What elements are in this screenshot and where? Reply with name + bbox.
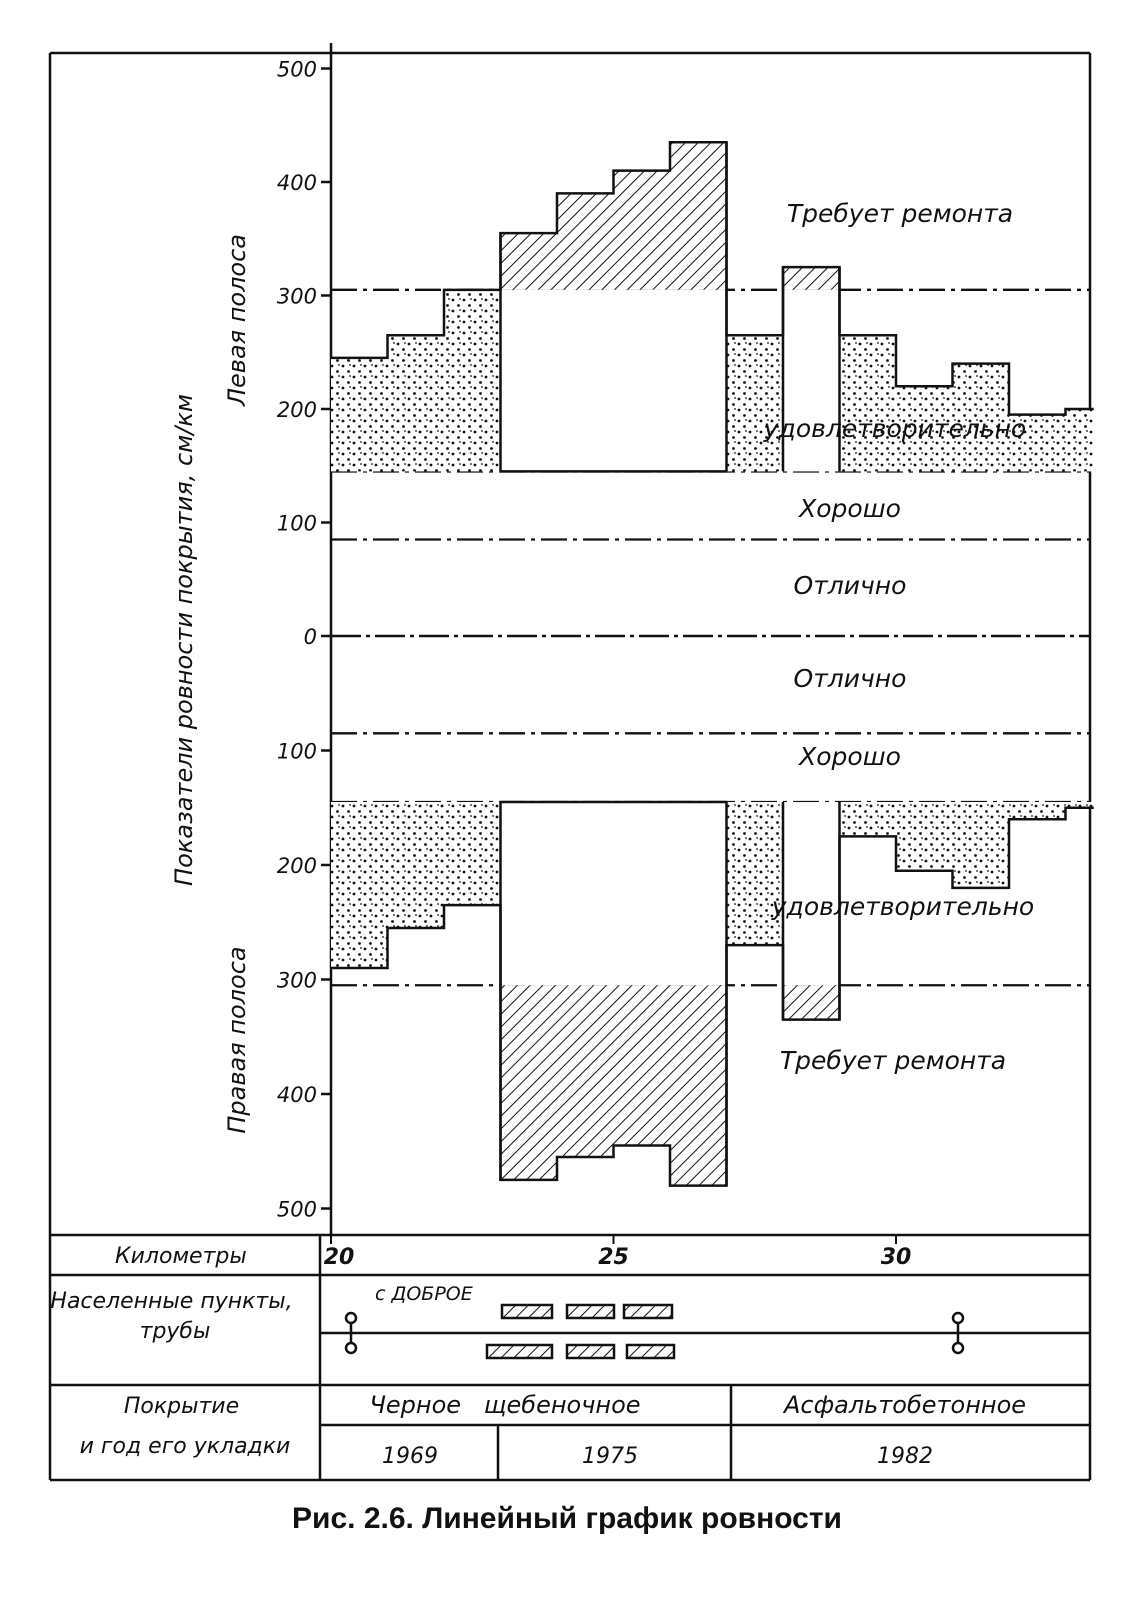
right-lane-bar-8-satisfactory: [727, 802, 784, 945]
settlement-buildings-icon: [487, 1305, 674, 1358]
right-lane-bar-4-satisfactory: [501, 802, 558, 985]
right-lane-bar-7: [670, 802, 727, 1186]
right-lane-bar-11-satisfactory: [896, 802, 953, 871]
x-tick-label-25: 25: [598, 1245, 629, 1270]
right-lane-bar-9-repair: [783, 985, 840, 1019]
y-tick-label-7: 200: [276, 854, 317, 878]
left-lane-bar-6-satisfactory: [614, 290, 671, 472]
zone-label-right-excellent: Отлично: [793, 664, 907, 693]
year-1975: 1975: [582, 1444, 638, 1469]
zone-label-left-satisfactory: удовлетворительно: [763, 414, 1027, 443]
zone-label-right-satisfactory: удовлетворительно: [771, 892, 1035, 921]
pavement-type-1: Черное щебеночное: [369, 1391, 641, 1419]
right-lane-bar-10: [840, 802, 897, 836]
zone-label-left-repair: Требует ремонта: [786, 199, 1014, 228]
left-lane-bar-4-repair: [501, 233, 558, 290]
left-lane-bar-2-satisfactory: [388, 335, 445, 471]
left-lane-bar-7-satisfactory: [670, 290, 727, 472]
right-lane-bar-12: [953, 802, 1010, 888]
left-lane-bar-8-satisfactory: [727, 335, 784, 471]
y-tick-label-8: 300: [276, 968, 317, 993]
y-tick-label-5: 0: [303, 625, 317, 649]
right-lane-bar-5-repair: [557, 985, 614, 1157]
left-lane-bar-6-repair: [614, 171, 671, 290]
left-lane-bar-3: [444, 290, 501, 472]
right-lane-bar-6-repair: [614, 985, 671, 1145]
right-lane-bar-1: [331, 802, 388, 968]
year-1969: 1969: [382, 1444, 438, 1469]
figure-caption: Рис. 2.6. Линейный график ровности: [292, 1502, 842, 1535]
pavement-row-label: Покрытие и год его укладки: [79, 1394, 291, 1459]
y-tick-label-4: 100: [276, 511, 317, 536]
y-tick-label-6: 100: [276, 739, 317, 764]
pavement-type-2: Асфальтобетонное: [783, 1391, 1027, 1419]
x-axis: [324, 1235, 912, 1270]
right-lane-bar-13: [1009, 802, 1066, 819]
left-lane-bar-3-satisfactory: [444, 290, 501, 472]
lane-bars: [331, 142, 1094, 1185]
right-lane-bar-1-satisfactory: [331, 802, 388, 968]
right-lane-bar-5: [557, 802, 614, 1157]
y-tick-label-3: 200: [276, 398, 317, 422]
y-tick-label-9: 400: [276, 1083, 317, 1107]
left-lane-bar-1: [331, 358, 388, 472]
left-lane-bar-7: [670, 142, 727, 471]
y-tick-label-1: 400: [276, 171, 317, 195]
left-lane-bar-9-satisfactory: [783, 290, 840, 472]
right-lane-bar-12-satisfactory: [953, 802, 1010, 888]
settlement-name: с ДОБРОЕ: [375, 1283, 473, 1305]
right-lane-title: Правая полоса: [223, 946, 251, 1134]
y-tick-label-10: 500: [276, 1197, 317, 1222]
left-lane-bar-14-satisfactory: [1066, 409, 1094, 471]
right-lane-bar-2: [388, 802, 445, 928]
settlements-row-label: Населенные пункты, трубы: [50, 1289, 293, 1344]
right-lane-bar-8: [727, 802, 784, 945]
year-1982: 1982: [877, 1444, 933, 1469]
right-lane-bar-5-satisfactory: [557, 802, 614, 985]
zone-label-right-repair: Требует ремонта: [779, 1046, 1007, 1075]
right-lane-bar-3: [444, 802, 501, 905]
left-lane-bar-9-repair: [783, 267, 840, 290]
left-lane-bar-10-satisfactory: [840, 335, 897, 471]
left-lane-bar-4: [501, 233, 558, 471]
x-tick-label-20: 20: [323, 1245, 355, 1270]
right-lane-bar-3-satisfactory: [444, 802, 501, 905]
zone-label-right-good: Хорошо: [799, 742, 901, 771]
left-lane-bar-5-satisfactory: [557, 290, 614, 472]
y-tick-label-2: 300: [276, 284, 317, 309]
right-lane-bar-13-satisfactory: [1009, 802, 1066, 819]
right-lane-bar-4: [501, 802, 558, 1180]
left-lane-bar-5: [557, 193, 614, 471]
right-lane-bar-4-repair: [501, 985, 558, 1180]
left-lane-bar-10: [840, 335, 897, 471]
right-lane-bar-10-satisfactory: [840, 802, 897, 836]
right-lane-bar-6-satisfactory: [614, 802, 671, 985]
y-tick-label-0: 500: [276, 57, 317, 82]
right-lane-bar-11: [896, 802, 953, 871]
zone-label-left-excellent: Отлично: [793, 571, 907, 600]
left-lane-bar-8: [727, 335, 784, 471]
y-axis-title: Показатели ровности покрытия, см/км: [170, 394, 198, 886]
left-lane-bar-2: [388, 335, 445, 471]
right-lane-bar-2-satisfactory: [388, 802, 445, 928]
left-lane-bar-4-satisfactory: [501, 290, 558, 472]
y-axis: [277, 58, 331, 1222]
left-lane-bar-14: [1066, 409, 1094, 471]
right-lane-bar-7-repair: [670, 985, 727, 1185]
left-lane-bar-1-satisfactory: [331, 358, 388, 472]
zone-label-left-good: Хорошо: [799, 494, 901, 523]
left-lane-bar-6: [614, 171, 671, 472]
x-tick-label-30: 30: [880, 1245, 912, 1270]
right-lane-bar-6: [614, 802, 671, 1146]
right-lane-bar-7-satisfactory: [670, 802, 727, 985]
left-lane-bar-5-repair: [557, 193, 614, 289]
km-row-label: Километры: [115, 1244, 247, 1269]
left-lane-bar-7-repair: [670, 142, 727, 290]
left-lane-title: Левая полоса: [223, 233, 251, 407]
